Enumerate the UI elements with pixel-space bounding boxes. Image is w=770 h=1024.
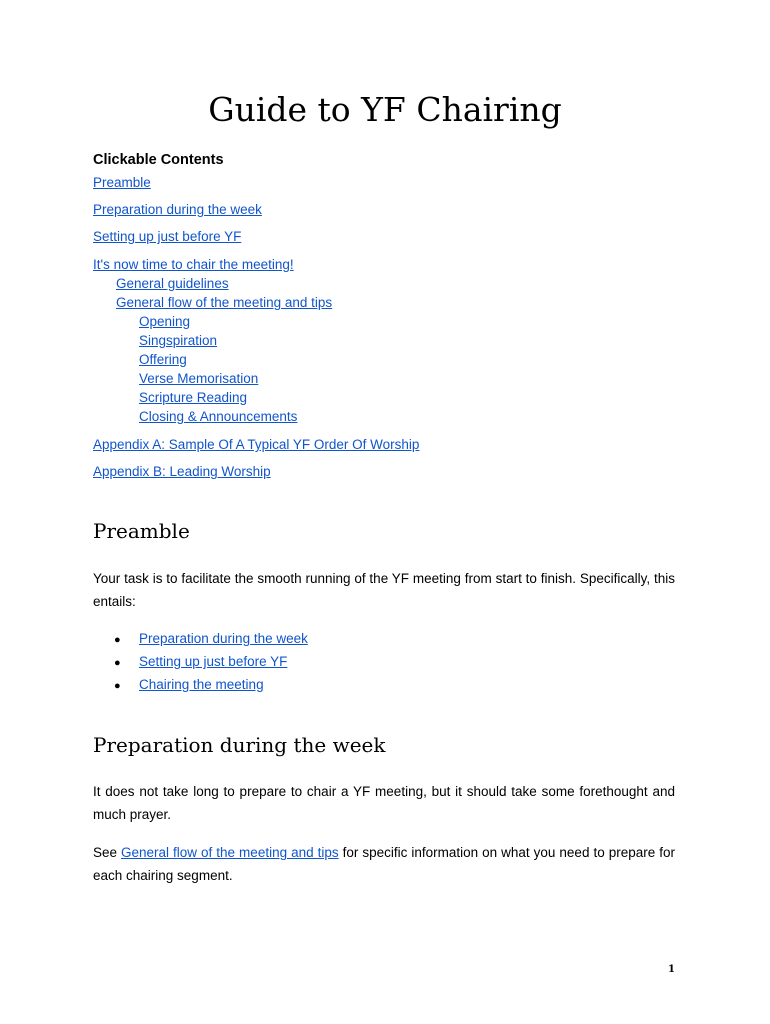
toc-link-appendix-b[interactable]: Appendix B: Leading Worship (93, 464, 271, 479)
toc-item-offering (139, 351, 187, 369)
toc-item-general-flow (116, 294, 332, 312)
toc-item-general-guidelines (116, 275, 229, 293)
toc-item-singspiration (139, 332, 217, 350)
toc-item-appendix-a (93, 436, 419, 454)
toc-item-appendix-b (93, 463, 271, 481)
toc-item-preparation (93, 201, 262, 219)
preamble-heading: Preamble (93, 519, 190, 543)
see-suffix: for specific information on what you need to prepare for each chairing segment. (93, 845, 675, 883)
toc-link-general-flow[interactable]: General flow of the meeting and tips (116, 295, 333, 310)
toc-link-closing[interactable]: Closing & Announcements (139, 409, 298, 424)
list-item (114, 653, 287, 672)
preparation-heading: Preparation during the week (93, 733, 386, 757)
bullet-icon: ● (114, 657, 121, 669)
toc-item-setting-up (93, 228, 241, 246)
toc-link-verse-memorisation[interactable]: Verse Memorisation (139, 371, 259, 386)
toc-item-closing (139, 408, 297, 426)
list-item (114, 676, 264, 695)
toc-link-scripture-reading[interactable]: Scripture Reading (139, 390, 248, 405)
toc-link-singspiration[interactable]: Singspiration (139, 333, 218, 348)
toc-link-preparation[interactable]: Preparation during the week (93, 202, 262, 217)
toc-item-chair-meeting (93, 256, 294, 274)
toc-item-preamble (93, 174, 151, 192)
toc-link-general-guidelines[interactable]: General guidelines (116, 276, 229, 291)
toc-link-opening[interactable]: Opening (139, 314, 191, 329)
toc-link-offering[interactable]: Offering (139, 352, 187, 367)
toc-item-verse-memorisation (139, 370, 258, 388)
bullet-icon: ● (114, 634, 121, 646)
bullet-icon: ● (114, 680, 121, 692)
toc-link-chair-meeting[interactable]: It's now time to chair the meeting! (93, 257, 294, 272)
bullet-link-setting-up[interactable]: Setting up just before YF (139, 654, 288, 669)
page-number: 1 (668, 964, 675, 975)
bullet-link-chairing[interactable]: Chairing the meeting (139, 677, 264, 692)
bullet-link-preparation[interactable]: Preparation during the week (139, 631, 308, 646)
list-item (114, 630, 308, 649)
preparation-see-paragraph (93, 841, 675, 887)
preparation-body: It does not take long to prepare to chair a YF meeting, but it should take some forethought and much prayer. (93, 784, 675, 822)
toc-item-scripture-reading (139, 389, 247, 407)
toc-item-opening (139, 313, 190, 331)
general-flow-link[interactable]: General flow of the meeting and tips (121, 845, 339, 860)
toc-link-setting-up[interactable]: Setting up just before YF (93, 229, 242, 244)
document-title: Guide to YF Chairing (208, 90, 562, 129)
toc-link-preamble[interactable]: Preamble (93, 175, 151, 190)
toc-link-appendix-a[interactable]: Appendix A: Sample Of A Typical YF Order Of Worship (93, 437, 420, 452)
toc-heading: Clickable Contents (93, 152, 224, 168)
preamble-body: Your task is to facilitate the smooth running of the YF meeting from start to finish. Specifically, this entails: (93, 571, 675, 609)
see-prefix: See (93, 845, 118, 860)
